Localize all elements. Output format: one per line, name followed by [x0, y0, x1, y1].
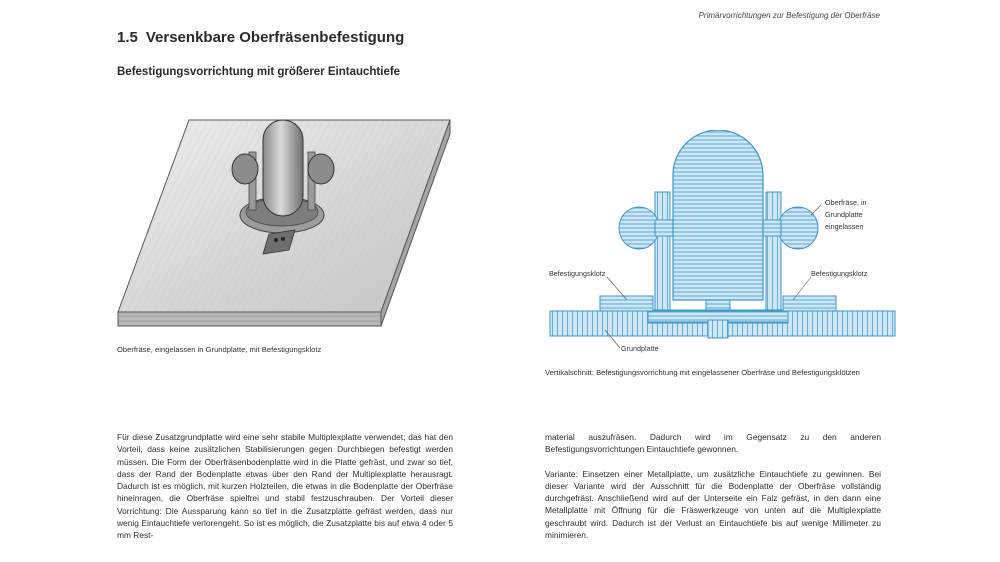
label-clamp-left: Befestigungsklotz: [549, 269, 606, 278]
label-clamp-right: Befestigungsklotz: [811, 269, 868, 278]
subsection-title: Befestigungsvorrichtung mit größerer Eintauchtiefe: [117, 66, 401, 78]
section-drawing-figure: [545, 130, 905, 360]
section-title-text: Versenkbare Oberfräsenbefestigung: [145, 29, 405, 46]
body-paragraph: Für diese Zusatzgrundplatte wird eine sehr stabile Multiplexplatte verwendet; das hat den Vorteil, dass keine zusätzlichen Stabilisierungen gegen Durchbiegen befestigt werden müssen. Die Form der Oberfräsenbodenplatte wird in die Platte gefräst, und zwar so tief, dass der Rand der Bodenplatte etwas über den Rand der Multiplexplatte herausragt. Dadurch ist es möglich, mit kurzen Holzteilen, die etwas in die Bodenplatte der Oberfräse hineinragen, die Oberfräse spielfrei und stabil festzuschrauben. Der Vorteil dieser Vorrichtung: Die Aussparung kann so tief in die Zusatzplatte gefräst werden, dass nur wenig Eintauchtiefe verlorengeht. So ist es möglich, die Zusatzplatte bis auf etwa 4 oder 5 mm Rest-: [117, 432, 453, 541]
label-router-line3: eingelassen: [825, 222, 864, 231]
router-sketch-figure: [117, 112, 457, 337]
base-plate-edge-front: [118, 312, 381, 326]
body-column-left: [117, 431, 453, 542]
router-knob-left: [232, 154, 258, 184]
section-column-right: [766, 192, 781, 310]
section-number: 1.5: [117, 29, 138, 46]
body-paragraph-variant: Variante: Einsetzen einer Metallplatte, um zusätzliche Eintauchtiefe zu gewinnen. Bei dieser Variante wird der Ausschnitt für die Bodenplatte der Oberfräse vollständig durchgefräst. Anschließend wird auf der Unterseite ein Falz gefräst, in den dann eine Metallplatte mit Öffnung für die Fräswerkzeuge von unten auf die Multiplexplatte geschraubt wird. Dadurch ist der Verlust an Eintauchtiefe bis auf wenige Millimeter zu minimieren.: [545, 468, 881, 541]
label-router-line1: Oberfräse, in: [825, 198, 867, 207]
router-motor-body: [263, 120, 303, 216]
label-router-line2: Grundplatte: [825, 210, 863, 219]
figure-left-caption: Oberfräse, eingelassen in Grundplatte, mit Befestigungsklotz: [117, 345, 322, 354]
section-clamp-block-right: [783, 296, 836, 311]
section-knob-right: [778, 207, 818, 249]
section-title: [117, 29, 404, 46]
body-column-right: [545, 431, 881, 553]
running-head: Primärvorrichtungen zur Befestigung der Oberfräse: [698, 11, 880, 20]
router-knob-right: [308, 154, 334, 184]
figure-right-caption: Vertikalschnitt: Befestigungsvorrichtung mit eingelassener Oberfräse und Befestigungsklötzen: [545, 368, 860, 377]
section-motor-body: [673, 130, 763, 300]
section-knob-left: [619, 207, 659, 249]
body-paragraph-continuation: material auszufräsen. Dadurch wird im Gegensatz zu den anderen Befestigungsvorrichtungen Eintauchtiefe gewonnen.: [545, 432, 881, 455]
section-clamp-block-left: [600, 296, 653, 311]
section-column-left: [655, 192, 670, 310]
section-collet: [708, 320, 728, 338]
label-base-plate: Grundplatte: [621, 344, 659, 353]
